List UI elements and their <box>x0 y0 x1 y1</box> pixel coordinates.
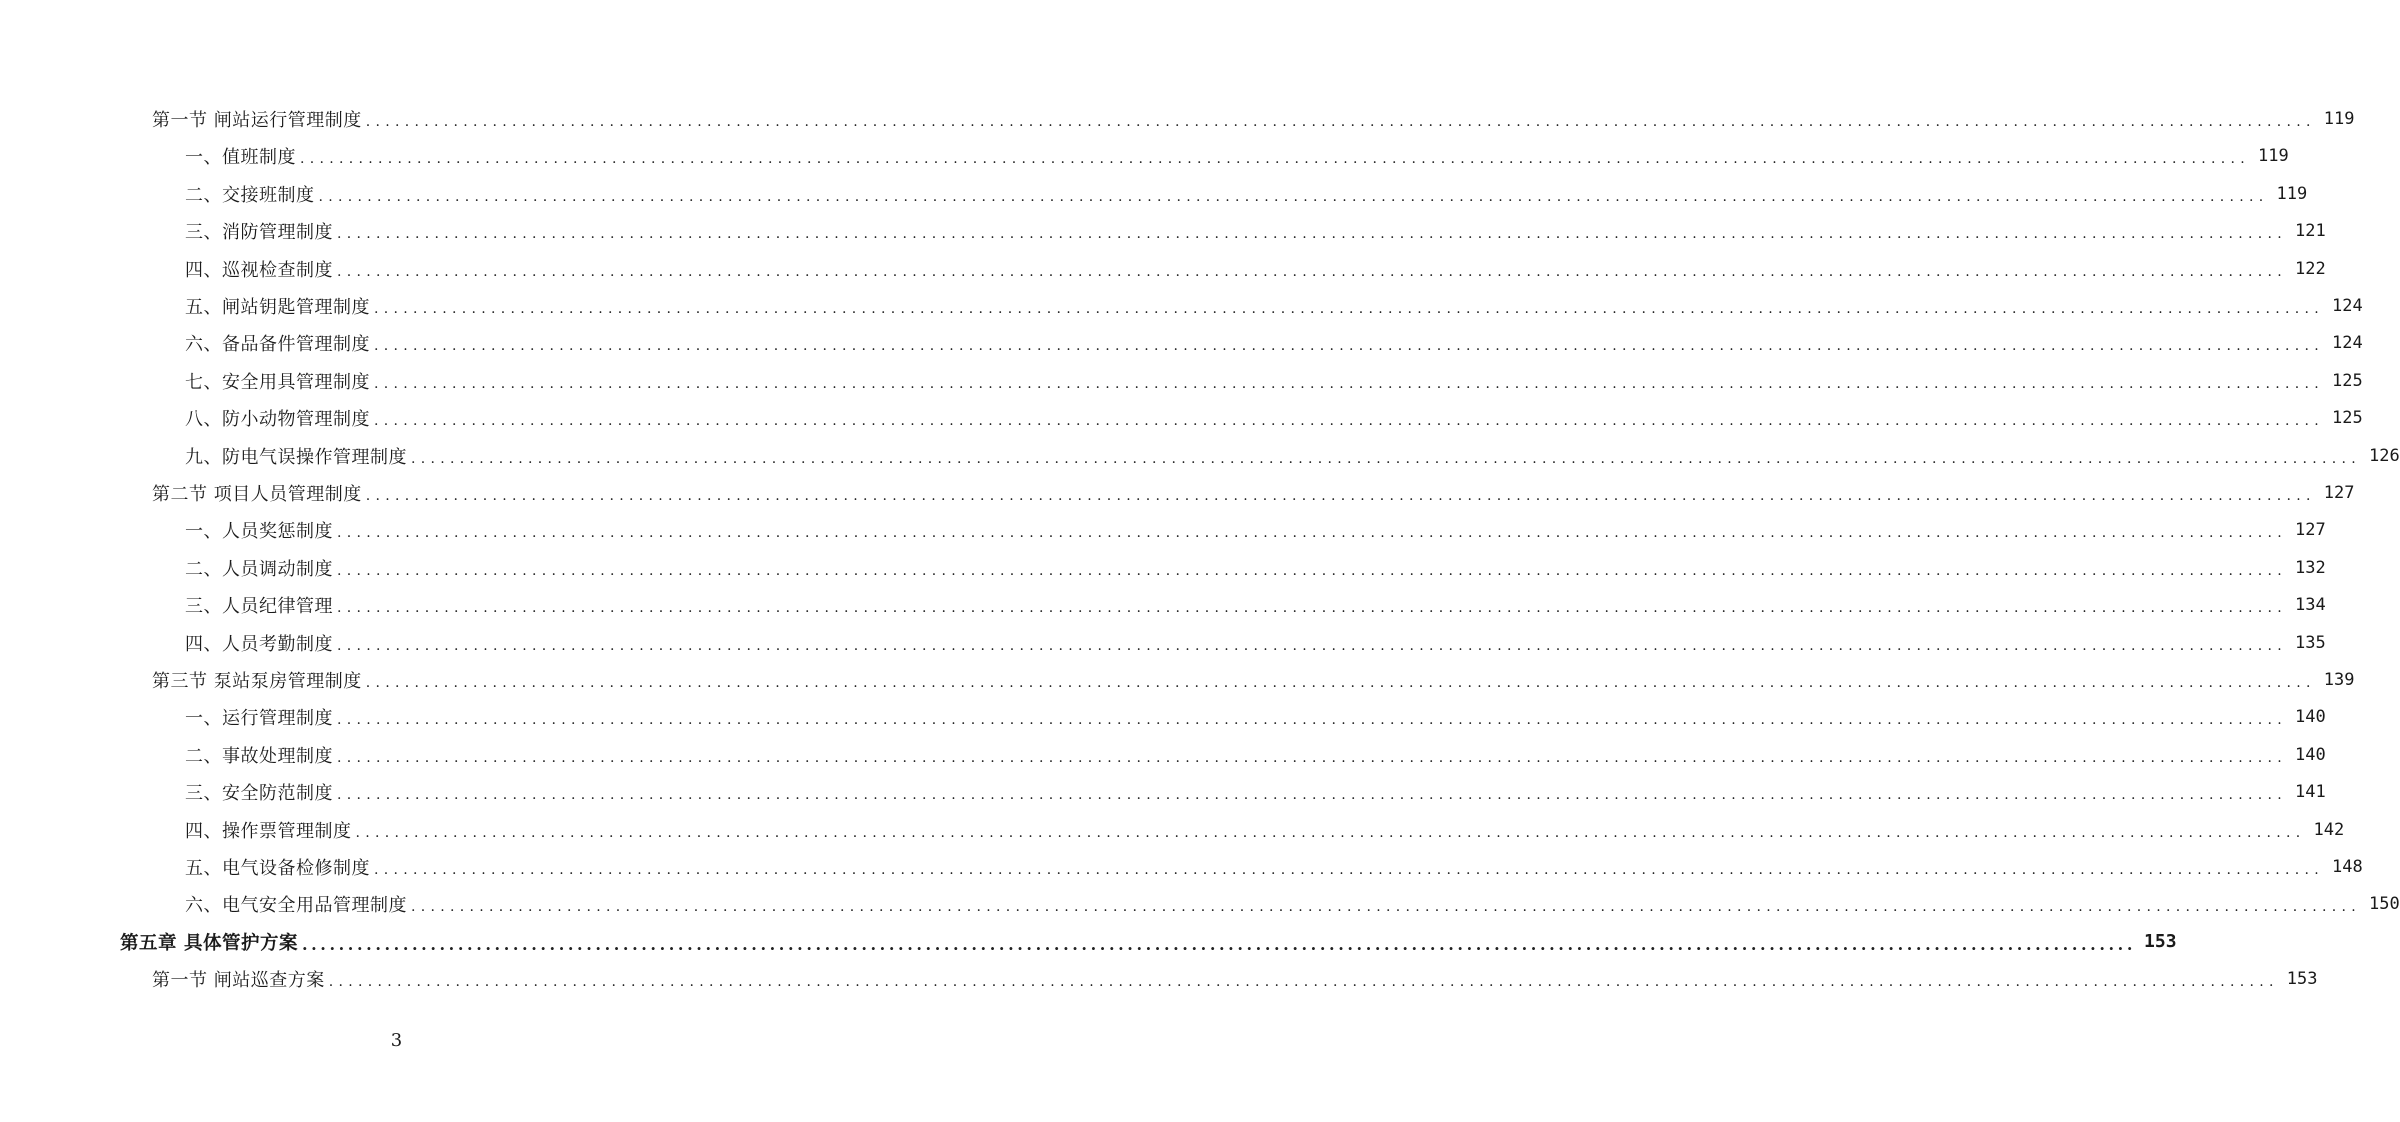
toc-leader-dots: ........................................................................................................................................................................................................ <box>365 114 2316 130</box>
toc-entry-title: 第五章 具体管护方案 <box>120 932 298 954</box>
toc-entry-title: 第一节 闸站运行管理制度 <box>152 110 362 131</box>
toc-entry-page: 125 <box>2332 408 2363 429</box>
toc-chapter-entry[interactable] <box>120 927 2177 957</box>
toc-item-entry[interactable] <box>185 889 2400 919</box>
toc-item-entry[interactable] <box>185 515 2326 545</box>
toc-leader-dots: ........................................................................................................................................................................................................ <box>374 862 2325 878</box>
toc-leader-dots: ........................................................................................................................................................................................................ <box>374 301 2325 317</box>
toc-leader-dots: ........................................................................................................................................................................................................ <box>337 749 2288 766</box>
toc-leader-dots: ........................................................................................................................................................................................................ <box>337 525 2288 542</box>
toc-entry-page: 142 <box>2313 819 2345 840</box>
toc-entry-page: 124 <box>2332 296 2363 316</box>
toc-entry-page: 124 <box>2332 333 2363 354</box>
toc-item-entry[interactable] <box>185 366 2363 396</box>
toc-entry-title: 第一节 闸站巡查方案 <box>152 970 325 992</box>
toc-entry-page: 121 <box>2295 221 2326 242</box>
toc-item-entry[interactable] <box>185 740 2326 770</box>
toc-section-entry[interactable] <box>152 478 2355 508</box>
toc-item-entry[interactable] <box>185 179 2308 209</box>
toc-item-entry[interactable] <box>185 777 2326 807</box>
toc-entry-title: 二、事故处理制度 <box>185 745 333 767</box>
toc-entry-title: 五、闸站钥匙管理制度 <box>185 297 370 318</box>
toc-entry-title: 四、操作票管理制度 <box>185 820 352 842</box>
toc-leader-dots: ........................................................................................................................................................................................................ <box>337 787 2288 804</box>
toc-item-entry[interactable] <box>185 590 2326 620</box>
toc-entry-title: 六、电气安全用品管理制度 <box>185 895 407 917</box>
toc-entry-page: 153 <box>2286 969 2318 990</box>
toc-entry-title: 第二节 项目人员管理制度 <box>152 484 362 505</box>
toc-item-entry[interactable] <box>185 852 2363 882</box>
toc-leader-dots: ........................................................................................................................................................................................................ <box>300 151 2251 168</box>
toc-leader-dots: ........................................................................................................................................................................................................ <box>337 637 2288 654</box>
toc-entry-title: 八、防小动物管理制度 <box>185 409 370 431</box>
toc-leader-dots: ........................................................................................................................................................................................................ <box>411 450 2362 467</box>
toc-entry-page: 140 <box>2295 744 2326 765</box>
toc-entry-title: 九、防电气误操作管理制度 <box>185 446 407 468</box>
toc-item-entry[interactable] <box>185 628 2326 658</box>
toc-entry-page: 122 <box>2295 258 2326 279</box>
toc-item-entry[interactable] <box>185 815 2345 845</box>
toc-section-entry[interactable] <box>152 665 2355 695</box>
toc-leader-dots: ........................................................................................................................................................................................................ <box>337 263 2288 280</box>
toc-entry-title: 一、运行管理制度 <box>185 708 333 730</box>
toc-leader-dots: ........................................................................................................................................................................................................ <box>337 226 2288 243</box>
toc-item-entry[interactable] <box>185 141 2289 171</box>
toc-leader-dots: ........................................................................................................................................................................................................ <box>374 375 2325 392</box>
toc-item-entry[interactable] <box>185 216 2326 246</box>
toc-leader-dots: ........................................................................................................................................................................................................ <box>328 974 2279 991</box>
toc-entry-page: 127 <box>2323 483 2355 503</box>
toc-leader-dots: ........................................................................................................................................................................................................ <box>365 675 2316 691</box>
toc-entry-page: 141 <box>2295 782 2326 803</box>
toc-item-entry[interactable] <box>185 291 2363 321</box>
toc-entry-page: 140 <box>2295 707 2326 728</box>
toc-entry-title: 四、人员考勤制度 <box>185 633 333 655</box>
toc-entry-title: 三、安全防范制度 <box>185 783 333 805</box>
toc-item-entry[interactable] <box>185 553 2326 583</box>
toc-section-entry[interactable] <box>152 104 2355 134</box>
toc-entry-title: 二、人员调动制度 <box>185 558 333 580</box>
toc-entry-title: 二、交接班制度 <box>185 184 315 206</box>
toc-leader-dots: ........................................................................................................................................................................................................ <box>337 712 2288 729</box>
toc-entry-page: 125 <box>2332 370 2363 391</box>
toc-entry-page: 119 <box>2323 109 2355 129</box>
toc-item-entry[interactable] <box>185 328 2363 358</box>
toc-leader-dots: ........................................................................................................................................................................................................ <box>337 562 2288 579</box>
toc-entry-page: 148 <box>2332 857 2363 877</box>
toc-entry-title: 一、值班制度 <box>185 147 296 169</box>
toc-entry-page: 153 <box>2144 931 2177 953</box>
toc-entry-title: 三、人员纪律管理 <box>185 596 333 618</box>
toc-entry-title: 七、安全用具管理制度 <box>185 371 370 393</box>
toc-leader-dots: ........................................................................................................................................................................................................ <box>411 899 2362 916</box>
page-number: 3 <box>390 1030 403 1051</box>
toc-item-entry[interactable] <box>185 702 2326 732</box>
toc-entry-title: 六、备品备件管理制度 <box>185 334 370 356</box>
toc-entry-page: 127 <box>2295 520 2326 541</box>
toc-entry-page: 139 <box>2323 670 2355 690</box>
toc-entry-page: 134 <box>2295 595 2326 616</box>
toc-entry-page: 135 <box>2295 632 2326 653</box>
toc-section-entry[interactable] <box>152 964 2318 994</box>
toc-leader-dots: ........................................................................................................................................................................................................ <box>374 413 2325 430</box>
toc-leader-dots: ........................................................................................................................................................................................................ <box>337 600 2288 617</box>
toc-entry-page: 150 <box>2369 894 2400 915</box>
toc-item-entry[interactable] <box>185 254 2326 284</box>
toc-entry-page: 126 <box>2369 445 2400 466</box>
toc-entry-title: 第三节 泵站泵房管理制度 <box>152 671 362 692</box>
toc-leader-dots: ........................................................................................................................................................................................................ <box>301 935 2137 955</box>
toc-entry-title: 五、电气设备检修制度 <box>185 858 370 879</box>
toc-leader-dots: ........................................................................................................................................................................................................ <box>365 488 2316 504</box>
toc-entry-title: 四、巡视检查制度 <box>185 259 333 281</box>
toc-entry-title: 一、人员奖惩制度 <box>185 521 333 543</box>
toc-entry-title: 三、消防管理制度 <box>185 222 333 244</box>
toc-leader-dots: ........................................................................................................................................................................................................ <box>318 188 2269 205</box>
toc-leader-dots: ........................................................................................................................................................................................................ <box>374 338 2325 355</box>
toc-entry-page: 132 <box>2295 557 2326 578</box>
toc-leader-dots: ........................................................................................................................................................................................................ <box>355 824 2306 841</box>
toc-entry-page: 119 <box>2258 146 2289 167</box>
toc-item-entry[interactable] <box>185 403 2363 433</box>
toc-entry-page: 119 <box>2276 183 2308 204</box>
toc-item-entry[interactable] <box>185 441 2400 471</box>
